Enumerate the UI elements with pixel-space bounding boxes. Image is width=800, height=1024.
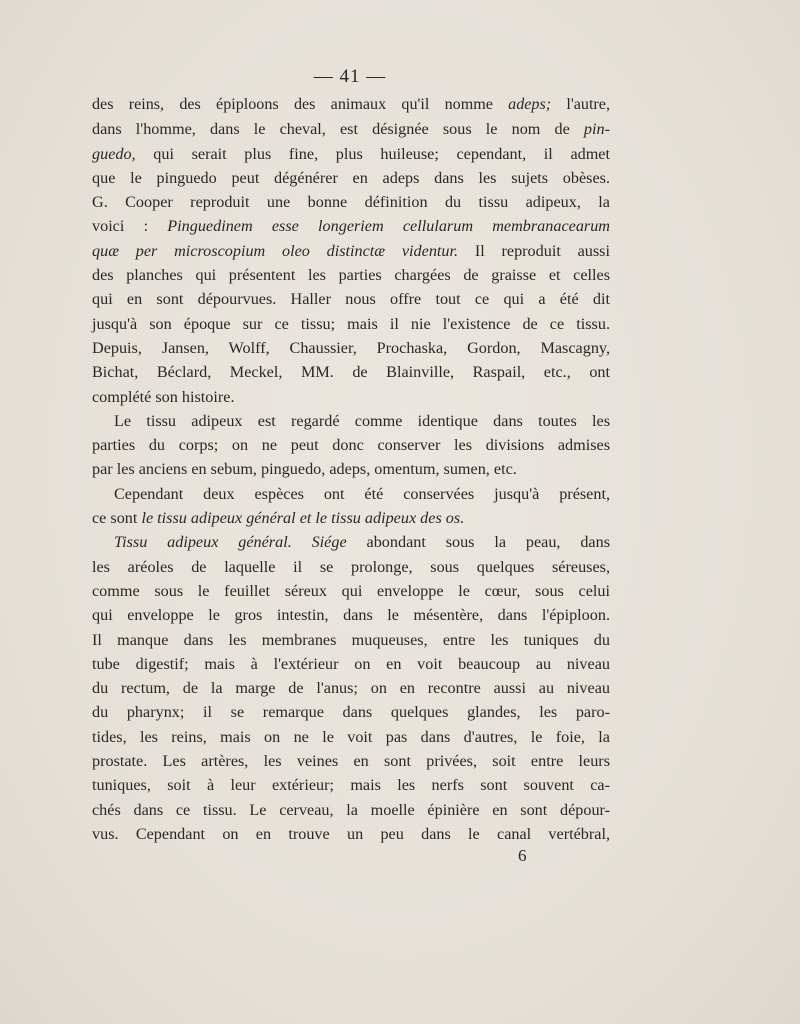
text-line: [92, 166, 610, 190]
text-segment: G. Cooper reproduit une bonne définition du tissu adipeux, la: [92, 193, 610, 212]
text-line: [92, 579, 610, 603]
italic-text-segment: quæ per microscopium oleo distinctæ videntur.: [92, 241, 459, 260]
text-line: [92, 117, 610, 141]
text-line: [92, 676, 610, 700]
text-line: [92, 482, 610, 506]
text-segment: tuniques, soit à leur extérieur; mais les nerfs sont souvent ca-: [92, 776, 610, 795]
text-segment: qui en sont dépourvues. Haller nous offre tout ce qui a été dit: [92, 290, 610, 309]
text-segment: abondant sous la peau, dans: [346, 533, 610, 552]
text-segment: qui enveloppe le gros intestin, dans le mésentère, dans l'épiploon.: [92, 606, 610, 625]
text-line: [92, 433, 610, 457]
text-line: [92, 628, 610, 652]
text-segment: tides, les reins, mais on ne le voit pas dans d'autres, le foie, la: [92, 727, 610, 746]
text-segment: Il reproduit aussi: [458, 241, 610, 260]
text-line: [92, 239, 610, 263]
italic-text-segment: Tissu adipeux général. Siége: [114, 533, 347, 552]
page-number: — 41 —: [313, 66, 387, 87]
text-segment: ce sont: [92, 509, 142, 528]
body-text: [92, 93, 610, 846]
text-segment: qui serait plus fine, plus huileuse; cependant, il admet: [135, 144, 610, 163]
text-segment: dans l'homme, dans le cheval, est désignée sous le nom de: [92, 120, 584, 139]
text-line: [92, 142, 610, 166]
italic-text-segment: guedo,: [92, 144, 136, 163]
text-segment: des planches qui présentent les parties chargées de graisse et celles: [92, 266, 610, 285]
text-segment: chés dans ce tissu. Le cerveau, la moelle épinière en sont dépour-: [92, 800, 610, 819]
text-line: [92, 287, 610, 311]
text-segment: comme sous le feuillet séreux qui enveloppe le cœur, sous celui: [92, 581, 610, 600]
text-segment: du pharynx; il se remarque dans quelques glandes, les paro-: [92, 703, 610, 722]
text-line: [92, 360, 610, 384]
text-line: [92, 798, 610, 822]
text-segment: du rectum, de la marge de l'anus; on en recontre aussi au niveau: [92, 679, 610, 698]
text-line: [92, 93, 610, 117]
text-line: [92, 506, 610, 530]
text-segment: tube digestif; mais à l'extérieur on en voit beaucoup au niveau: [92, 654, 610, 673]
text-segment: complété son histoire.: [92, 387, 235, 406]
text-segment: Bichat, Béclard, Meckel, MM. de Blainville, Raspail, etc., ont: [92, 363, 610, 382]
text-segment: les aréoles de laquelle il se prolonge, sous quelques séreuses,: [92, 557, 610, 576]
text-segment: parties du corps; on ne peut donc conserver les divisions admises: [92, 436, 610, 455]
text-segment: l'autre,: [551, 96, 610, 113]
text-segment: Cependant deux espèces ont été conservées jusqu'à présent,: [114, 484, 610, 503]
text-line: [92, 652, 610, 676]
text-line: [92, 214, 610, 238]
text-line: [92, 700, 610, 724]
italic-text-segment: le tissu adipeux général et le tissu adipeux des os.: [141, 509, 465, 528]
italic-text-segment: pin-: [583, 120, 610, 139]
italic-text-segment: adeps;: [508, 96, 552, 113]
text-line: [92, 263, 610, 287]
text-segment: jusqu'à son époque sur ce tissu; mais il nie l'existence de ce tissu.: [92, 314, 610, 333]
text-line: [92, 725, 610, 749]
text-line: [92, 336, 610, 360]
signature-mark: 6: [518, 846, 527, 865]
text-segment: voici :: [92, 217, 168, 236]
text-line: [92, 385, 610, 409]
text-segment: Il manque dans les membranes muqueuses, entre les tuniques du: [92, 630, 610, 649]
text-line: [92, 555, 610, 579]
text-segment: vus. Cependant on en trouve un peu dans le canal vertébral,: [92, 824, 610, 843]
text-line: [92, 190, 610, 214]
text-line: [92, 312, 610, 336]
text-segment: Depuis, Jansen, Wolff, Chaussier, Prochaska, Gordon, Mascagny,: [92, 338, 610, 357]
text-line: [92, 603, 610, 627]
text-segment: des reins, des épiploons des animaux qu'il nomme: [92, 96, 509, 113]
text-segment: par les anciens en sebum, pinguedo, adeps, omentum, sumen, etc.: [92, 460, 517, 479]
text-segment: que le pinguedo peut dégénérer en adeps dans les sujets obèses.: [92, 168, 610, 187]
italic-text-segment: Pinguedinem esse longeriem cellularum membranacearum: [167, 217, 610, 236]
text-line: [92, 822, 610, 846]
text-line: [92, 773, 610, 797]
text-segment: Le tissu adipeux est regardé comme identique dans toutes les: [114, 411, 610, 430]
text-line: [92, 530, 610, 554]
text-line: [92, 749, 610, 773]
text-line: [92, 457, 610, 481]
text-line: [92, 409, 610, 433]
text-segment: prostate. Les artères, les veines en sont privées, soit entre leurs: [92, 752, 610, 771]
